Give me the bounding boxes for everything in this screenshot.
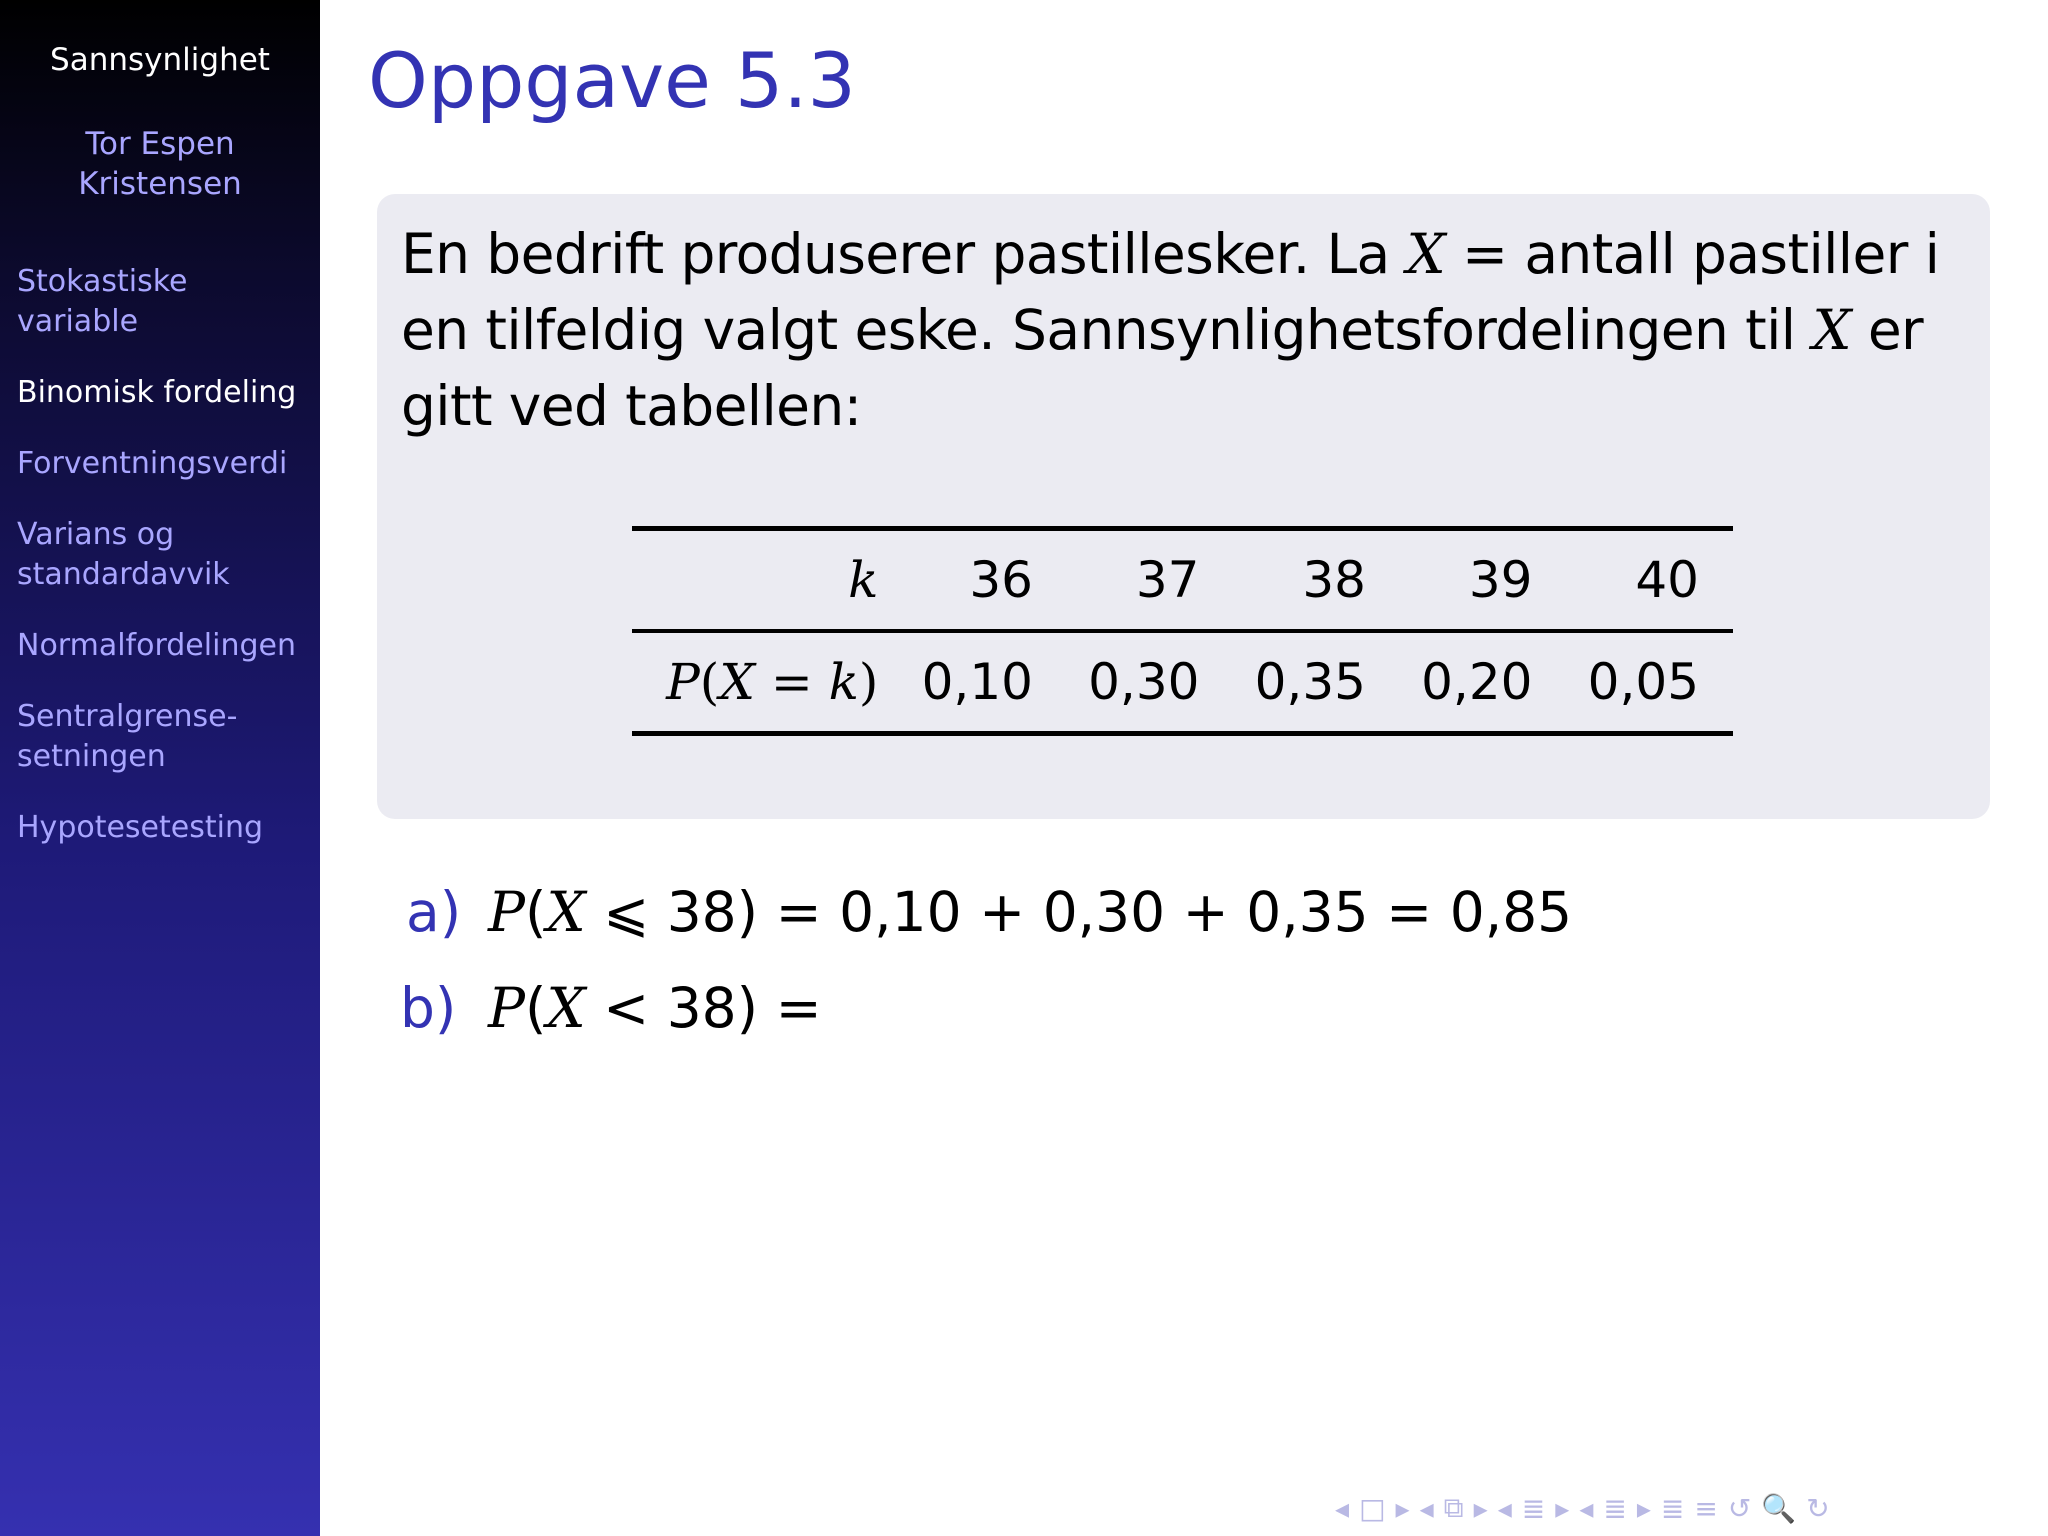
author-name (0, 124, 320, 204)
nav-prev-icon[interactable]: ◂ (1419, 1491, 1434, 1525)
nav-prev-icon[interactable]: ◂ (1497, 1491, 1512, 1525)
nav-prev-icon[interactable]: ◂ (1335, 1491, 1350, 1525)
table-cell: 0,30 (1088, 653, 1200, 711)
answer-b-expression: < 38) = (585, 976, 822, 1040)
symbol-k: k (828, 653, 859, 711)
paren-open: ( (699, 653, 720, 711)
navigation-bar (1335, 1490, 2035, 1526)
answer-a-label: a) (406, 880, 462, 944)
nav-normalfordelingen[interactable] (17, 626, 313, 666)
section-nav (17, 262, 313, 879)
distribution-table (632, 526, 1733, 736)
nav-label: Varians og (17, 517, 175, 552)
nav-hypotesetesting[interactable] (17, 808, 313, 848)
variable-x: X (1406, 222, 1446, 286)
toc-icon[interactable]: ≣ (1660, 1491, 1685, 1525)
nav-label: setningen (17, 739, 166, 774)
table-cell: 39 (1468, 551, 1533, 609)
nav-label: Binomisk fordeling (17, 375, 297, 410)
problem-text-part-1: En bedrift produserer pastillesker. La (401, 222, 1407, 286)
author-line-1: Tor Espen (85, 126, 235, 162)
table-header-k: k (848, 551, 879, 609)
forward-icon[interactable]: ↻ (1806, 1491, 1830, 1525)
back-icon[interactable]: ↺ (1727, 1491, 1752, 1525)
table-cell: 38 (1302, 551, 1366, 609)
table-header-probability (632, 631, 900, 734)
answer-b-label: b) (400, 976, 457, 1040)
paren-open: ( (525, 880, 547, 944)
section-icon[interactable]: ≣ (1521, 1491, 1546, 1525)
table-cell: 36 (969, 551, 1033, 609)
problem-text-part-2: = antall pastiller i en tilfeldig valgt eske. Sannsynlighetsfordelingen til (401, 222, 1940, 362)
paren-close: ) (858, 653, 879, 711)
table-cell: 0,05 (1587, 653, 1699, 711)
table-cell: 40 (1635, 551, 1699, 609)
table-cell: 0,35 (1254, 653, 1366, 711)
equals-sign: = (754, 653, 829, 711)
subsection-icon[interactable]: ⧉ (1443, 1491, 1464, 1524)
nav-next-icon[interactable]: ▸ (1473, 1491, 1488, 1525)
symbol-p: P (488, 976, 526, 1040)
nav-label: Forventningsverdi (17, 446, 288, 481)
document-icon[interactable]: ≣ (1603, 1491, 1627, 1525)
table-cell: 0,20 (1421, 653, 1533, 711)
symbol-x: X (546, 976, 586, 1040)
table-row-probability (632, 631, 1733, 734)
nav-sentralgrensesetningen[interactable] (17, 697, 313, 777)
symbol-x: X (719, 653, 755, 711)
problem-text (401, 216, 1976, 444)
paren-open: ( (525, 976, 547, 1040)
table-row-k (632, 529, 1733, 632)
frame-icon[interactable]: □ (1359, 1491, 1386, 1525)
table-cell: 37 (1135, 551, 1200, 609)
nav-stokastiske-variable[interactable] (17, 262, 313, 342)
symbol-p: P (488, 880, 526, 944)
answer-b (400, 976, 822, 1040)
frame-title: Oppgave 5.3 (368, 36, 856, 125)
nav-next-icon[interactable]: ▸ (1555, 1491, 1570, 1525)
presentation-title[interactable]: Sannsynlighet (50, 42, 270, 78)
variable-x: X (1812, 298, 1851, 362)
symbol-x: X (546, 880, 586, 944)
nav-binomisk-fordeling[interactable] (17, 373, 313, 413)
nav-label: Stokastiske variable (17, 264, 188, 339)
nav-next-icon[interactable]: ▸ (1636, 1491, 1651, 1525)
nav-label: Normalfordelingen (17, 628, 296, 663)
answer-a-expression: ⩽ 38) = 0,10 + 0,30 + 0,35 = 0,85 (585, 880, 1573, 944)
search-icon[interactable]: 🔍 (1761, 1491, 1797, 1525)
nav-label: Sentralgrense- (17, 699, 238, 734)
nav-label: Hypotesetesting (17, 810, 264, 845)
sidebar (0, 0, 320, 1536)
nav-next-icon[interactable]: ▸ (1395, 1491, 1410, 1525)
answer-a (406, 880, 1572, 944)
nav-forventningsverdi[interactable] (17, 444, 313, 484)
table-cell: 0,10 (921, 653, 1033, 711)
nav-label: standardavvik (17, 557, 230, 592)
problem-text-part-3: er gitt ved tabellen: (401, 298, 1924, 438)
nav-prev-icon[interactable]: ◂ (1579, 1491, 1594, 1525)
align-icon[interactable]: ≡ (1694, 1491, 1718, 1525)
nav-varians-og-standardavvik[interactable] (17, 515, 313, 595)
author-line-2: Kristensen (78, 166, 242, 202)
symbol-p: P (666, 653, 700, 711)
problem-block (377, 194, 1990, 819)
